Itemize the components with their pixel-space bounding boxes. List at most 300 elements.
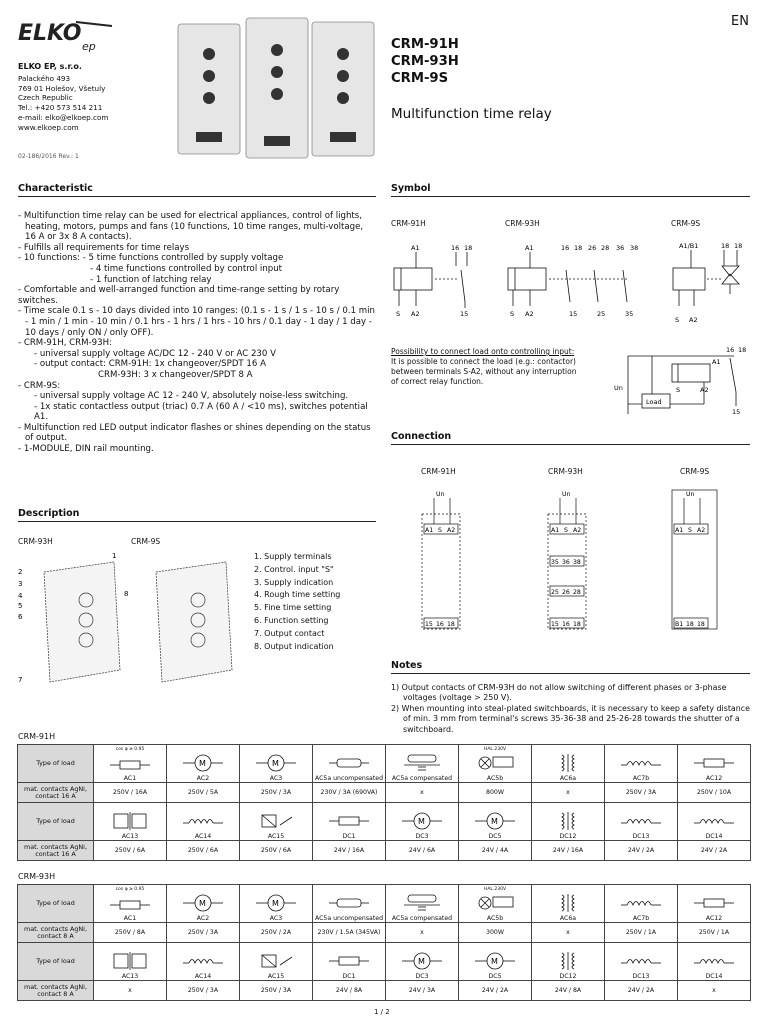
rating-cell: 24V / 3A: [386, 981, 459, 1001]
description-item: 4. Rough time setting: [254, 590, 341, 600]
connection-heading: Connection: [391, 431, 750, 445]
load-type-cell: [605, 745, 678, 783]
characteristic-line: 16 A or 3x 8 A contacts).: [25, 232, 132, 243]
characteristic-line: - Comfortable and well-arranged function and time-range setting by rotary switches.: [18, 285, 340, 306]
rating-cell: 250V / 3A: [240, 981, 313, 1001]
load-type-name: AC5a uncompensated: [314, 915, 384, 922]
note-line: of min. 3 mm from terminal's screws 35-36-38 and 25-26-28 towards the shutter of a: [403, 714, 740, 724]
cos-phi-label: cos φ ≥ 0.95: [115, 747, 145, 752]
description-item: 7. Output contact: [254, 628, 325, 638]
load-type-name: DC5: [488, 833, 502, 840]
svg-text:M: M: [199, 899, 206, 908]
rating-cell: x: [386, 783, 459, 803]
load-icon: [619, 893, 663, 913]
load-type-cell: [313, 803, 386, 841]
possibility-block: [391, 347, 623, 387]
load-type-cell: [167, 745, 240, 783]
notes-heading: Notes: [391, 660, 750, 674]
load-icon: [327, 753, 371, 773]
load-table-crm91h: [17, 744, 751, 861]
characteristic-text: [18, 211, 378, 455]
load-type-name: AC6a: [559, 915, 577, 922]
rating-cell: 250V / 10A: [678, 783, 751, 803]
load-icon: [108, 951, 152, 971]
load-icon: [546, 951, 590, 971]
load-type-name: DC3: [415, 833, 429, 840]
description-item: 8. Output indication: [254, 641, 334, 651]
characteristic-line: - 10 functions: - 5 time functions controlled by supply voltage: [18, 253, 284, 264]
characteristic-line: - 1 min / 1 min - 10 min / 0.1 hrs - 1 hrs / 1 hrs - 10 hrs / 0.1 day - 1 day / 1 day -: [25, 316, 372, 327]
rating-cell: 24V / 8A: [313, 981, 386, 1001]
rating-cell: 250V / 1A: [678, 923, 751, 943]
label-a2: A2: [525, 310, 534, 318]
label-s: S: [676, 386, 681, 394]
svg-text:M: M: [418, 957, 425, 966]
load-type-cell: [94, 885, 167, 923]
load-type-name: AC2: [196, 775, 210, 782]
load-icon: [692, 893, 736, 913]
term-18: 18: [697, 621, 705, 628]
label-25: 25: [597, 310, 606, 318]
rating-cell: 24V / 16A: [313, 841, 386, 861]
marker-6: 6: [18, 613, 23, 621]
svg-text:M: M: [418, 817, 425, 826]
load-icon: [692, 811, 736, 831]
rating-cell: x: [532, 923, 605, 943]
characteristic-line: - universal supply voltage AC/DC 12 - 240 V or AC 230 V: [34, 348, 276, 359]
product-subtitle: Multifunction time relay: [391, 106, 552, 122]
term-16: 16: [436, 621, 444, 628]
load-type-cell: [313, 943, 386, 981]
load-icon: [327, 951, 371, 971]
characteristic-line: - 1-MODULE, DIN rail mounting.: [18, 444, 154, 455]
rating-cell: x: [678, 981, 751, 1001]
load-icon: [692, 951, 736, 971]
characteristic-line: - universal supply voltage AC 12 - 240 V, absolutely noise-less switching.: [34, 391, 349, 402]
characteristic-line: - CRM-91H, CRM-93H:: [18, 338, 112, 349]
rating-cell: 250V / 2A: [240, 923, 313, 943]
load-type-name: DC14: [705, 973, 723, 980]
description-item: 1. Supply terminals: [254, 552, 332, 561]
symbol-label-crm91h: CRM-91H: [391, 219, 426, 228]
term-b1: B1: [675, 621, 684, 628]
document-revision: 02-186/2016 Rev.: 1: [18, 153, 79, 160]
load-icon: [400, 951, 444, 971]
label-a1: A1: [411, 244, 420, 252]
load-type-cell: [240, 943, 313, 981]
label-15: 15: [732, 408, 741, 416]
load-type-name: AC1: [123, 915, 137, 922]
table-title-crm91h: CRM-91H: [18, 732, 56, 741]
load-type-name: AC5a compensated: [391, 775, 453, 782]
load-type-cell: [459, 745, 532, 783]
load-type-cell: [386, 803, 459, 841]
rating-cell: 250V / 6A: [167, 841, 240, 861]
load-type-cell: [313, 885, 386, 923]
load-icon: [181, 893, 225, 913]
label-26: 26: [588, 244, 597, 252]
load-type-name: DC5: [488, 973, 502, 980]
term-a1: A1: [551, 527, 560, 534]
rating-cell: 24V / 4A: [459, 841, 532, 861]
load-type-name: AC5b: [486, 915, 504, 922]
label-16: 16: [726, 346, 735, 354]
load-type-name: AC14: [194, 973, 212, 980]
load-type-name: AC13: [121, 973, 139, 980]
load-icon: [546, 753, 590, 773]
load-type-name: AC5b: [486, 775, 504, 782]
load-icon: [254, 893, 298, 913]
load-type-cell: [386, 943, 459, 981]
label-a2: A2: [411, 310, 420, 318]
address-line: 769 01 Holešov, Všetuly: [18, 83, 106, 93]
label-16: 16: [561, 244, 570, 252]
characteristic-line: - CRM-9S:: [18, 380, 61, 391]
rating-cell: 250V / 3A: [167, 923, 240, 943]
load-icon: [692, 753, 736, 773]
load-type-name: AC2: [196, 915, 210, 922]
label-a2: A2: [689, 316, 698, 324]
description-label-crm9s: CRM-9S: [131, 537, 161, 546]
marker-7: 7: [18, 676, 23, 684]
model-name: CRM-93H: [391, 54, 459, 69]
load-type-cell: [678, 803, 751, 841]
possibility-text-line: of correct relay function.: [391, 377, 484, 386]
load-icon: [619, 753, 663, 773]
label-un: Un: [436, 491, 445, 498]
connection-label-crm91h: CRM-91H: [421, 467, 456, 476]
load-type-cell: [386, 885, 459, 923]
load-type-cell: [459, 885, 532, 923]
label-s: S: [510, 310, 515, 318]
connection-label-crm9s: CRM-9S: [680, 467, 710, 476]
row-header: Type of load: [18, 803, 94, 841]
characteristic-line: - output contact: CRM-91H: 1x changeover/SPDT 16 A: [34, 359, 266, 370]
load-type-cell: [94, 745, 167, 783]
svg-text:M: M: [272, 899, 279, 908]
rating-cell: 250V / 3A: [605, 783, 678, 803]
note-line: switchboard.: [403, 724, 454, 734]
description-label-crm93h: CRM-93H: [18, 537, 53, 546]
rating-cell: x: [94, 981, 167, 1001]
rating-cell: 250V / 1A: [605, 923, 678, 943]
load-icon: [546, 893, 590, 913]
load-type-name: AC12: [705, 775, 723, 782]
load-icon: [327, 811, 371, 831]
load-type-cell: [167, 885, 240, 923]
characteristic-line: - 1 function of latching relay: [90, 274, 212, 285]
note-line: voltages (voltage > 250 V).: [403, 693, 512, 703]
marker-2: 2: [18, 568, 23, 576]
label-a2: A2: [700, 386, 709, 394]
label-18: 18: [738, 346, 747, 354]
load-icon: [181, 951, 225, 971]
label-15: 15: [460, 310, 469, 318]
label-un: Un: [686, 491, 695, 498]
label-35: 35: [625, 310, 634, 318]
halogen-label: HAL.230V: [483, 747, 507, 752]
elko-logo: [18, 18, 113, 54]
load-type-name: AC1: [123, 775, 137, 782]
description-illustration: [16, 550, 246, 720]
load-type-name: AC13: [121, 833, 139, 840]
load-type-cell: [605, 943, 678, 981]
row-header: Type of load: [18, 943, 94, 981]
possibility-title: Possibility to connect load onto controlling input:: [391, 347, 575, 356]
symbol-label-crm9s: CRM-9S: [671, 219, 701, 228]
term-a2: A2: [573, 527, 582, 534]
email: e-mail: elko@elkoep.com: [18, 112, 109, 122]
description-item: 2. Control. input "S": [254, 564, 334, 574]
load-type-cell: [313, 745, 386, 783]
load-type-name: AC12: [705, 915, 723, 922]
label-a1: A1: [712, 358, 721, 366]
load-type-cell: [240, 803, 313, 841]
row-header: mat. contacts AgNi, contact 8 A: [18, 923, 94, 943]
characteristic-line: - 4 time functions controlled by control input: [90, 263, 283, 274]
rating-cell: 250V / 6A: [94, 841, 167, 861]
rating-cell: x: [532, 783, 605, 803]
description-heading: Description: [18, 508, 376, 522]
term-25: 25: [551, 589, 559, 596]
load-type-cell: [459, 943, 532, 981]
note-line: 1) Output contacts of CRM-93H do not allow switching of different phases or 3-phase: [391, 683, 727, 692]
symbol-label-crm93h: CRM-93H: [505, 219, 540, 228]
load-icon: [473, 811, 517, 831]
term-38: 38: [573, 559, 581, 566]
row-header: mat. contacts AgNi, contact 16 A: [18, 783, 94, 803]
load-icon: [546, 811, 590, 831]
term-15: 15: [551, 621, 559, 628]
label-18: 18: [464, 244, 473, 252]
load-icon: [473, 753, 517, 773]
model-name: CRM-91H: [391, 37, 459, 52]
label-15: 15: [569, 310, 578, 318]
load-type-name: DC1: [342, 833, 356, 840]
table-title-crm93h: CRM-93H: [18, 872, 56, 881]
product-photo: [176, 14, 376, 166]
rating-cell: 24V / 2A: [605, 841, 678, 861]
row-header: Type of load: [18, 745, 94, 783]
characteristic-line: heating, motors, pumps and fans (10 functions, 10 time ranges, multi-voltage,: [25, 221, 364, 232]
svg-text:M: M: [199, 759, 206, 768]
load-type-name: AC15: [267, 973, 285, 980]
rating-cell: 250V / 6A: [240, 841, 313, 861]
rating-cell: x: [386, 923, 459, 943]
symbol-heading: Symbol: [391, 183, 750, 197]
characteristic-line: CRM-93H: 3 x changeover/SPDT 8 A: [98, 369, 253, 380]
load-type-name: AC3: [269, 775, 283, 782]
characteristic-line: - Fulfills all requirements for time relays: [18, 242, 190, 253]
load-icon: [254, 811, 298, 831]
address-line: Palackého 493: [18, 73, 71, 83]
load-type-cell: [94, 803, 167, 841]
load-table-crm93h: [17, 884, 751, 1001]
term-18: 18: [573, 621, 581, 628]
halogen-label: HAL.230V: [483, 887, 507, 892]
load-type-name: DC12: [559, 833, 577, 840]
label-36: 36: [616, 244, 625, 252]
label-16: 16: [451, 244, 460, 252]
load-type-cell: [532, 943, 605, 981]
load-type-name: AC5a compensated: [391, 915, 453, 922]
load-icon: [181, 811, 225, 831]
load-type-cell: [678, 943, 751, 981]
term-a2: A2: [447, 527, 456, 534]
label-18: 18: [721, 242, 730, 250]
load-type-cell: [240, 885, 313, 923]
load-type-name: DC14: [705, 833, 723, 840]
cos-phi-label: cos φ ≥ 0.95: [115, 887, 145, 892]
possibility-diagram: [612, 344, 752, 419]
website: www.elkoep.com: [18, 122, 79, 132]
connection-label-crm93h: CRM-93H: [548, 467, 583, 476]
load-icon: [254, 951, 298, 971]
label-un: Un: [614, 384, 623, 392]
row-header: Type of load: [18, 885, 94, 923]
connection-diagrams: [410, 484, 750, 634]
term-a2: A2: [697, 527, 706, 534]
rating-cell: 230V / 1.5A (345VA): [313, 923, 386, 943]
rating-cell: 250V / 8A: [94, 923, 167, 943]
rating-cell: 24V / 2A: [459, 981, 532, 1001]
term-36: 36: [562, 559, 570, 566]
label-28: 28: [601, 244, 610, 252]
term-35: 35: [551, 559, 559, 566]
load-type-name: AC14: [194, 833, 212, 840]
term-s: S: [688, 527, 692, 534]
rating-cell: 300W: [459, 923, 532, 943]
term-s: S: [438, 527, 442, 534]
marker-1: 1: [112, 552, 117, 560]
label-load: Load: [646, 398, 662, 406]
characteristic-line: of output.: [25, 433, 68, 444]
company-name: ELKO EP, s.r.o.: [18, 62, 82, 71]
rating-cell: 24V / 2A: [605, 981, 678, 1001]
possibility-text-line: between terminals S-A2, without any interruption: [391, 367, 577, 376]
load-type-name: DC12: [559, 973, 577, 980]
term-15: 15: [425, 621, 433, 628]
load-type-cell: [94, 943, 167, 981]
marker-5: 5: [18, 602, 23, 610]
load-type-name: DC13: [632, 973, 650, 980]
load-icon: [400, 893, 444, 913]
characteristic-line: - Multifunction red LED output indicator flashes or shines depending on the status: [18, 422, 371, 433]
phone: Tel.: +420 573 514 211: [18, 103, 103, 113]
description-list: [254, 551, 340, 653]
term-26: 26: [562, 589, 570, 596]
label-a1b1: A1/B1: [679, 242, 699, 250]
description-item: 5. Fine time setting: [254, 603, 332, 613]
address-line: Czech Republic: [18, 93, 73, 103]
term-a1: A1: [425, 527, 434, 534]
load-type-cell: [459, 803, 532, 841]
rating-cell: 24V / 6A: [386, 841, 459, 861]
label-18: 18: [574, 244, 583, 252]
symbol-diagrams: [391, 240, 753, 330]
load-type-name: AC3: [269, 915, 283, 922]
description-item: 6. Function setting: [254, 615, 329, 625]
characteristic-line: - Multifunction time relay can be used for electrical appliances, control of lights,: [18, 211, 363, 221]
load-icon: [473, 951, 517, 971]
characteristic-line: 10 days / only ON / only OFF).: [25, 327, 154, 338]
load-type-cell: [605, 885, 678, 923]
svg-text:ELKO: ELKO: [18, 21, 82, 46]
load-icon: [619, 811, 663, 831]
svg-text:M: M: [491, 957, 498, 966]
row-header: mat. contacts AgNi, contact 8 A: [18, 981, 94, 1001]
load-type-name: DC3: [415, 973, 429, 980]
load-type-cell: [386, 745, 459, 783]
rating-cell: 250V / 5A: [167, 783, 240, 803]
svg-text:ep: ep: [82, 40, 96, 53]
load-type-cell: [678, 885, 751, 923]
label-un: Un: [562, 491, 571, 498]
language-code: EN: [731, 14, 749, 29]
model-name: CRM-9S: [391, 71, 449, 86]
load-type-name: AC7b: [632, 915, 650, 922]
load-type-cell: [167, 943, 240, 981]
label-a1: A1: [525, 244, 534, 252]
description-item: 3. Supply indication: [254, 577, 334, 587]
term-28: 28: [573, 589, 581, 596]
load-icon: [619, 951, 663, 971]
load-type-cell: [532, 803, 605, 841]
load-icon: [108, 753, 152, 773]
characteristic-line: - Time scale 0.1 s - 10 days divided into 10 ranges: (0.1 s - 1 s / 1 s - 10 s / 0.1 min: [18, 306, 375, 317]
load-type-name: DC13: [632, 833, 650, 840]
load-type-cell: [167, 803, 240, 841]
note-line: 2) When mounting into steal-plated switchboards, it is necessary to keep a safety distance: [391, 703, 750, 713]
label-18: 18: [734, 242, 743, 250]
rating-cell: 800W: [459, 783, 532, 803]
svg-text:M: M: [272, 759, 279, 768]
marker-8: 8: [124, 590, 129, 598]
svg-text:M: M: [491, 817, 498, 826]
load-type-cell: [240, 745, 313, 783]
load-icon: [254, 753, 298, 773]
load-icon: [181, 753, 225, 773]
load-type-name: AC5a uncompensated: [314, 775, 384, 782]
load-type-cell: [678, 745, 751, 783]
rating-cell: 24V / 16A: [532, 841, 605, 861]
label-38: 38: [630, 244, 639, 252]
rating-cell: 230V / 3A (690VA): [313, 783, 386, 803]
load-icon: [327, 893, 371, 913]
notes-text: [391, 683, 751, 735]
load-type-cell: [532, 745, 605, 783]
label-s: S: [675, 316, 680, 324]
row-header: mat. contacts AgNi, contact 16 A: [18, 841, 94, 861]
term-a1: A1: [675, 527, 684, 534]
load-icon: [400, 753, 444, 773]
load-icon: [108, 811, 152, 831]
load-type-name: AC15: [267, 833, 285, 840]
rating-cell: 250V / 3A: [167, 981, 240, 1001]
marker-4: 4: [18, 592, 23, 600]
load-type-name: AC7b: [632, 775, 650, 782]
load-icon: [108, 893, 152, 913]
term-18: 18: [686, 621, 694, 628]
label-s: S: [396, 310, 401, 318]
company-address: [18, 62, 108, 133]
characteristic-heading: Characteristic: [18, 183, 376, 197]
page-number: 1 / 2: [374, 1008, 390, 1016]
load-icon: [400, 811, 444, 831]
term-16: 16: [562, 621, 570, 628]
model-list: [391, 36, 459, 87]
rating-cell: 250V / 3A: [240, 783, 313, 803]
